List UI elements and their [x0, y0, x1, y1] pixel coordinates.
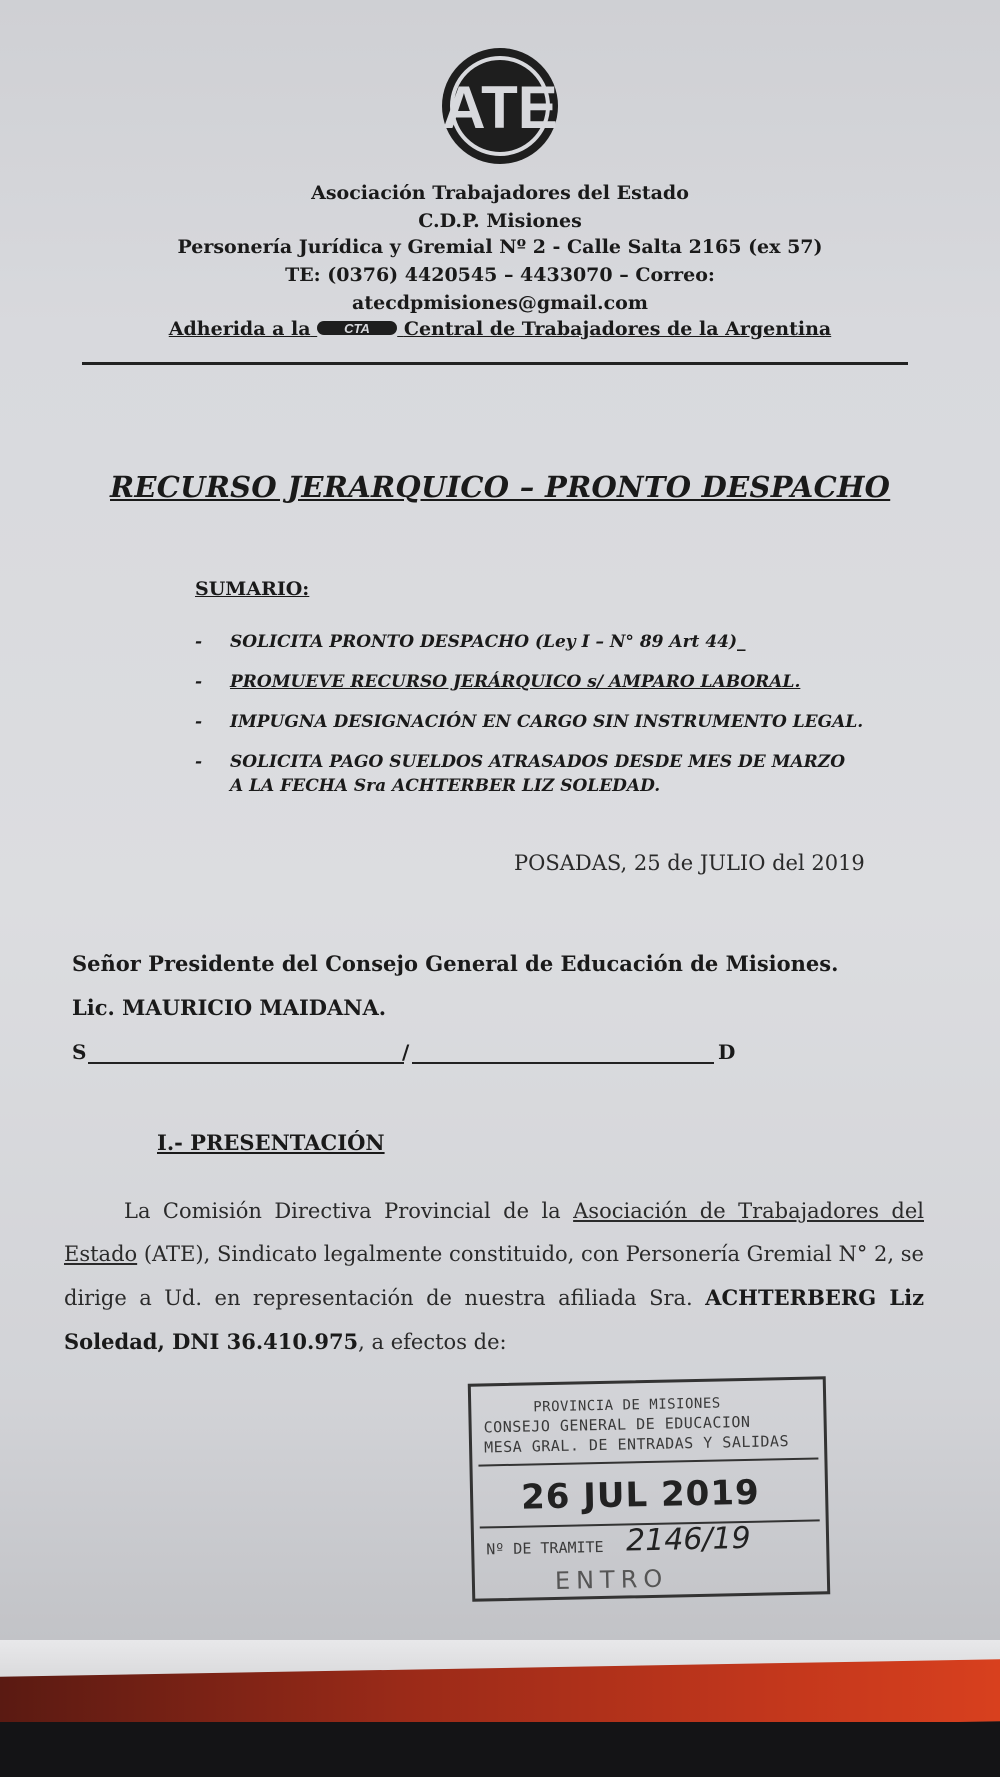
sumario-item: - IMPUGNA DESIGNACIÓN EN CARGO SIN INSTRUMENTO LEGAL.	[195, 712, 864, 732]
header-phones: TE: (0376) 4420545 – 4433070 – Correo:	[285, 264, 715, 286]
header-legal: Personería Jurídica y Gremial Nº 2 - Calle Salta 2165 (ex 57)	[177, 236, 823, 258]
stamp-office: MESA GRAL. DE ENTRADAS Y SALIDAS	[483, 1432, 790, 1457]
addressee-name: Lic. MAURICIO MAIDANA.	[72, 995, 387, 1020]
cta-logo-icon	[317, 319, 397, 337]
sumario-item: - SOLICITA PRONTO DESPACHO (Ley I – N° 89 Art 44)_	[195, 632, 746, 652]
stamp-entro: ENTRO	[554, 1564, 669, 1595]
header-branch: C.D.P. Misiones	[418, 210, 582, 232]
document-date: POSADAS, 25 de JULIO del 2019	[514, 851, 865, 875]
section-heading: I.- PRESENTACIÓN	[157, 1130, 385, 1155]
addressee-title: Señor Presidente del Consejo General de Educación de Misiones.	[72, 951, 839, 976]
adherida-prefix: Adherida a la	[168, 318, 311, 340]
header-email: atecdpmisiones@gmail.com	[352, 292, 648, 314]
reception-stamp	[468, 1376, 830, 1601]
header-adherida	[0, 318, 1000, 340]
dark-background	[0, 1722, 1000, 1777]
header-org: Asociación Trabajadores del Estado	[311, 182, 689, 204]
sumario-item-continuation: A LA FECHA Sra ACHTERBER LIZ SOLEDAD.	[230, 776, 661, 796]
stamp-province: PROVINCIA DE MISIONES	[533, 1395, 721, 1416]
document-title: RECURSO JERARQUICO – PRONTO DESPACHO	[110, 470, 891, 504]
stamp-tramite-label: Nº DE TRAMITE	[486, 1537, 604, 1559]
stamp-tramite-number: 2146/19	[625, 1520, 752, 1559]
body-paragraph: La Comisión Directiva Provincial de la Asociación de Trabajadores del Estado (ATE), Sindicato legalmente constituido, con Personería Gremial N° 2, se dirige a Ud. en representación de nuestra afiliada Sra. ACHTERBERG Liz Soledad, DNI 36.410.975, a efectos de:	[64, 1199, 925, 1354]
logo-text: ATE	[442, 74, 558, 141]
sumario-item: - PROMUEVE RECURSO JERÁRQUICO s/ AMPARO LABORAL.	[195, 672, 801, 692]
header-divider	[82, 362, 908, 365]
adherida-suffix: Central de Trabajadores de la Argentina	[403, 318, 832, 340]
sumario-label: SUMARIO:	[195, 578, 310, 600]
sumario-item: - SOLICITA PAGO SUELDOS ATRASADOS DESDE MES DE MARZO	[195, 752, 846, 772]
ate-logo-icon	[438, 44, 562, 168]
cta-text: CTA	[344, 321, 371, 336]
sd-line: S / D	[72, 1040, 736, 1064]
stamp-date: 26 JUL 2019	[520, 1472, 761, 1518]
stamp-council: CONSEJO GENERAL DE EDUCACION	[483, 1412, 751, 1437]
